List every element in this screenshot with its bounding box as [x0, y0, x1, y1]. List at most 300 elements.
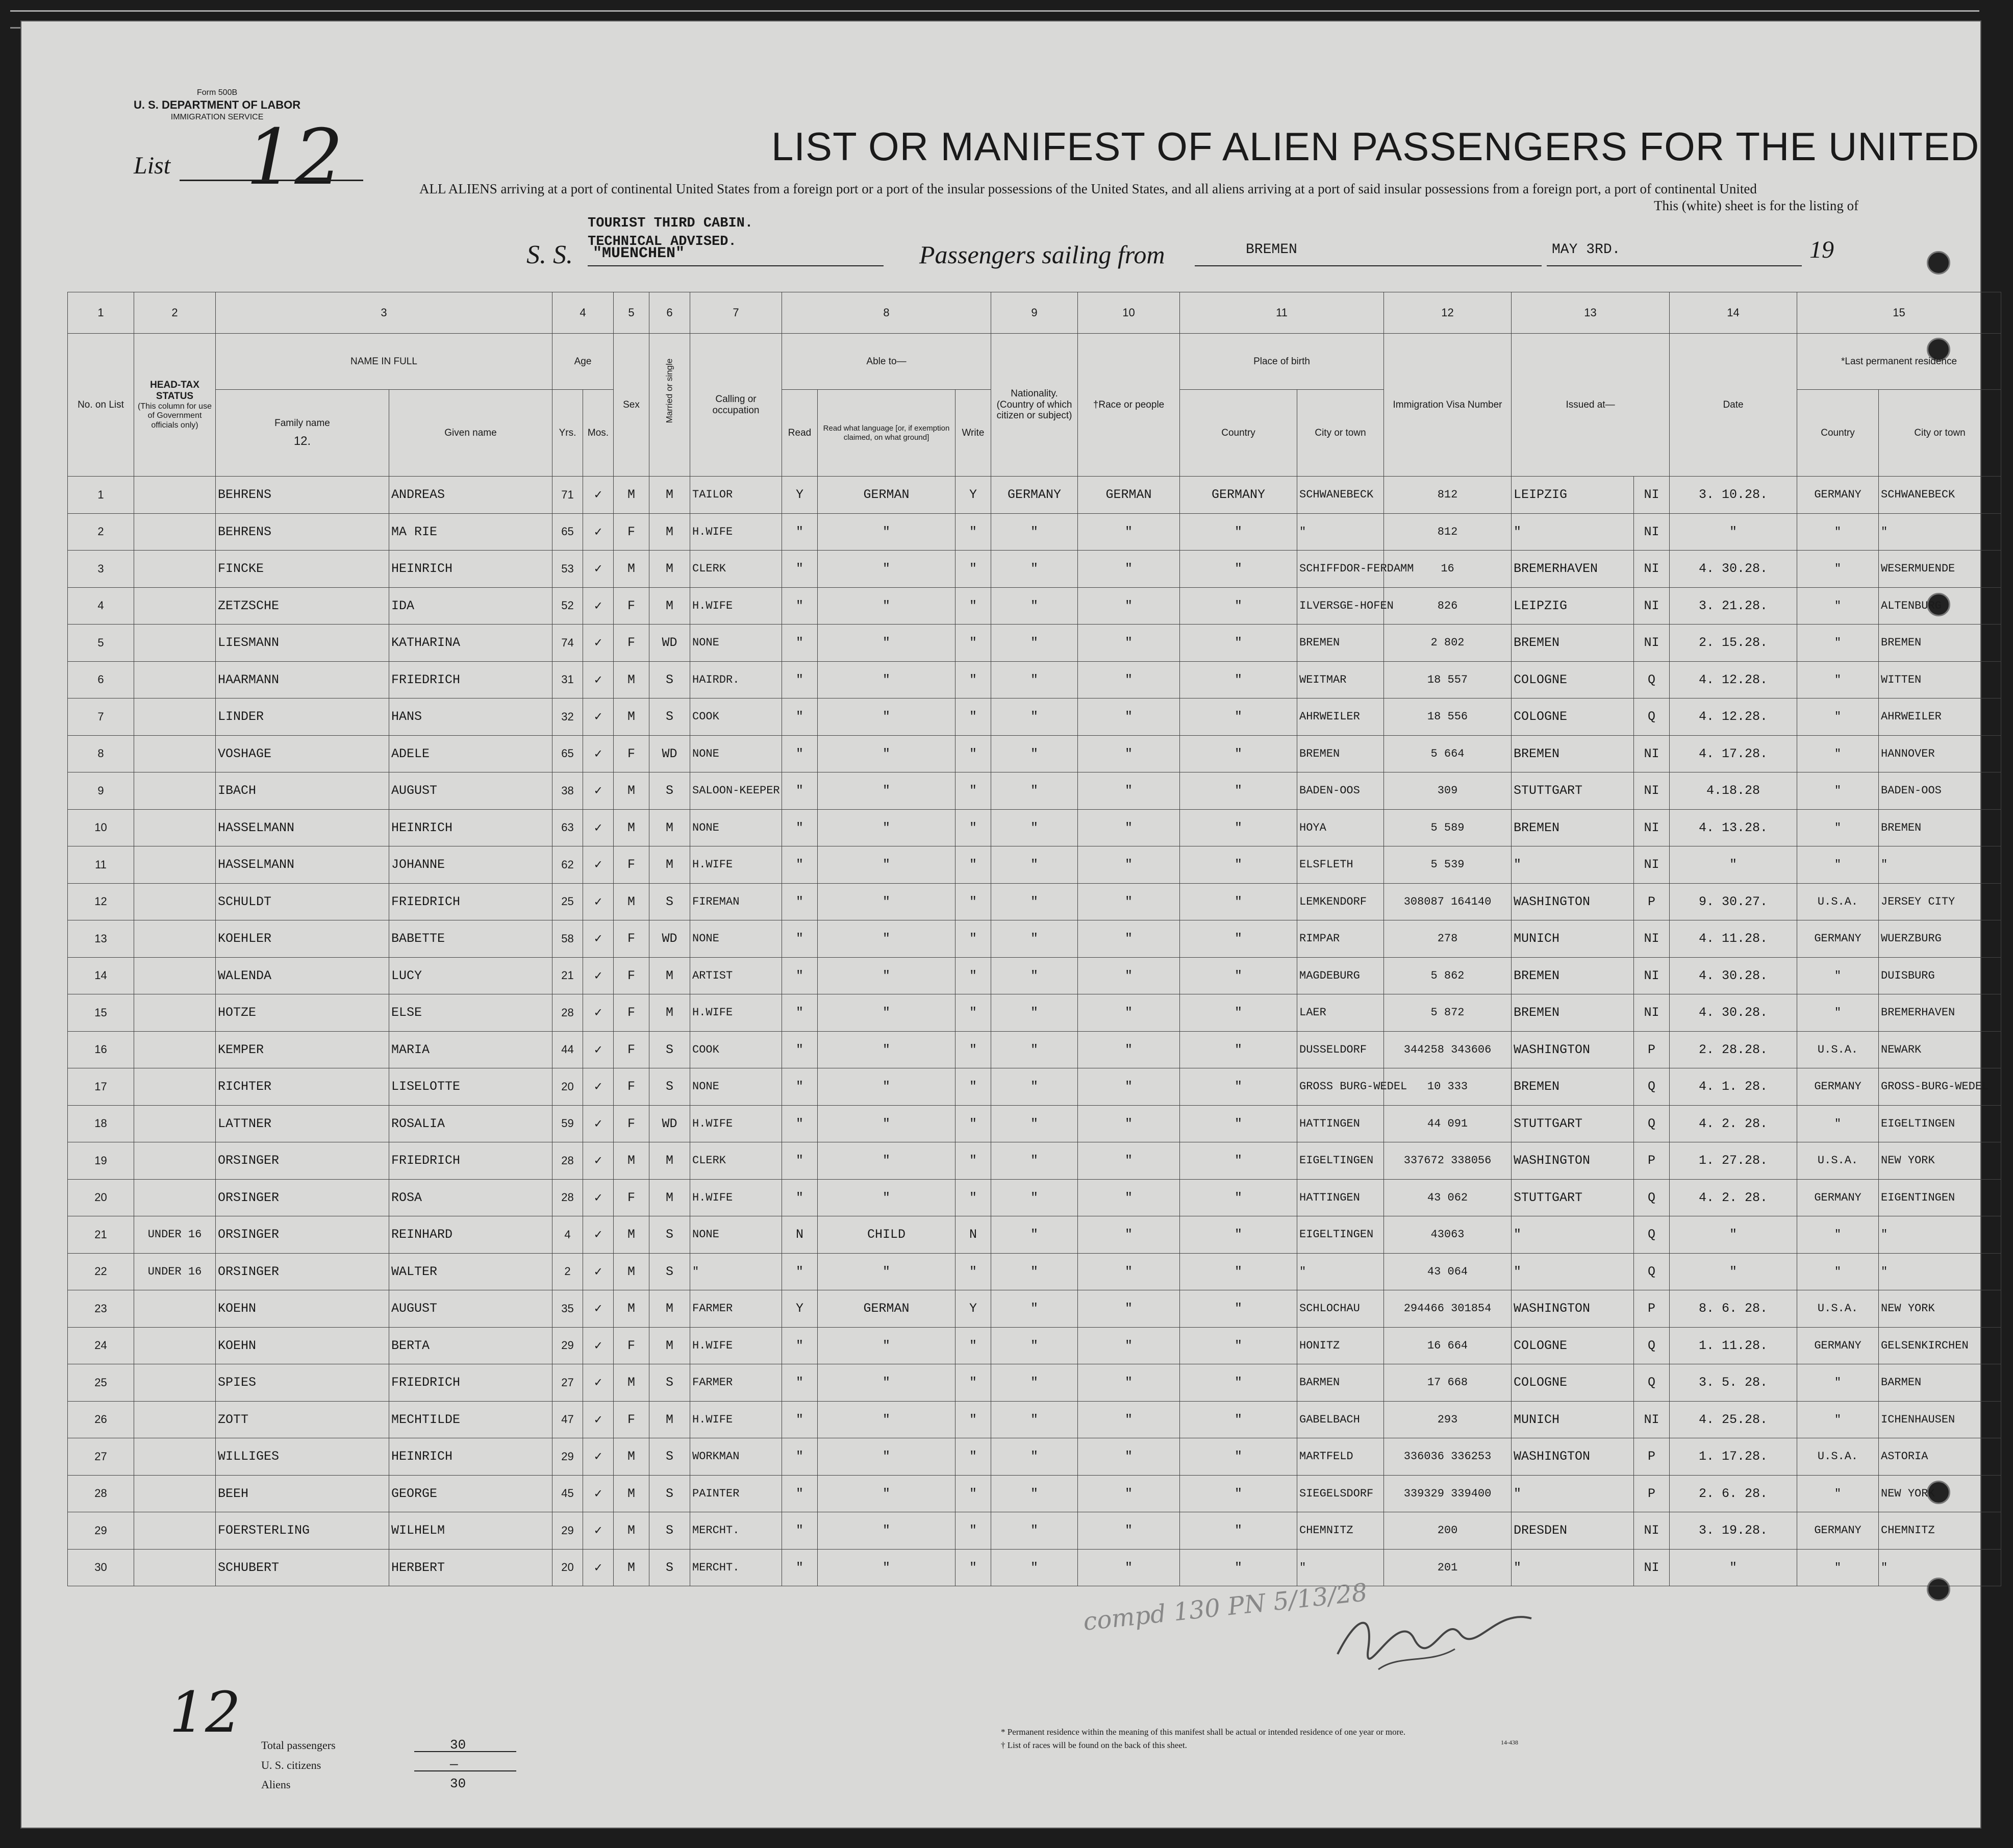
issued-at: COLOGNE: [1512, 1364, 1634, 1402]
read-language: ": [818, 1364, 955, 1402]
column-number: 12: [1384, 292, 1512, 334]
residence-country: GERMANY: [1797, 1179, 1879, 1216]
nationality: ": [991, 661, 1078, 698]
age-years: 28: [552, 994, 583, 1032]
issued-at: MUNICH: [1512, 1401, 1634, 1438]
age-months: ✓: [583, 551, 614, 588]
can-write: ": [955, 1068, 991, 1106]
age-months: ✓: [583, 513, 614, 551]
marital-status: S: [649, 1216, 690, 1254]
age-years: 29: [552, 1438, 583, 1476]
given-name: AUGUST: [389, 772, 552, 810]
birth-country: ": [1180, 1031, 1297, 1068]
age-months: ✓: [583, 920, 614, 958]
sex: M: [614, 1142, 649, 1180]
age-years: 28: [552, 1142, 583, 1180]
issued-at: DRESDEN: [1512, 1512, 1634, 1550]
nationality: ": [991, 772, 1078, 810]
issue-date: 4. 2. 28.: [1670, 1105, 1797, 1142]
birth-city: GABELBACH: [1297, 1401, 1384, 1438]
calling: H.WIFE: [690, 846, 782, 884]
visa-number: 200: [1384, 1512, 1512, 1550]
sex: M: [614, 477, 649, 514]
can-read: ": [782, 587, 818, 625]
can-write: ": [955, 994, 991, 1032]
birth-city: SCHIFFDOR-FERDAMM: [1297, 551, 1384, 588]
issued-at: BREMEN: [1512, 994, 1634, 1032]
issue-date: 1. 17.28.: [1670, 1438, 1797, 1476]
can-write: ": [955, 883, 991, 920]
issue-date: 4. 12.28.: [1670, 698, 1797, 736]
issued-at: ": [1512, 1549, 1634, 1586]
sex: F: [614, 1031, 649, 1068]
table-row: [68, 1364, 2001, 1402]
family-name: LIESMANN: [216, 625, 389, 662]
given-name: HERBERT: [389, 1549, 552, 1586]
issue-date: ": [1670, 846, 1797, 884]
marital-status: M: [649, 513, 690, 551]
read-language: ": [818, 551, 955, 588]
age-months: ✓: [583, 883, 614, 920]
issue-date: 3. 10.28.: [1670, 477, 1797, 514]
column-number-row: [68, 292, 2001, 334]
row-number: 15: [68, 994, 134, 1032]
calling: CLERK: [690, 1142, 782, 1180]
can-read: ": [782, 1401, 818, 1438]
age-months: ✓: [583, 994, 614, 1032]
row-number: 2: [68, 513, 134, 551]
issued-at: COLOGNE: [1512, 1327, 1634, 1364]
age-months: ✓: [583, 477, 614, 514]
column-number: 4: [552, 292, 614, 334]
issued-at: BREMEN: [1512, 625, 1634, 662]
column-number: 13: [1512, 292, 1670, 334]
residence-city: ": [1879, 1216, 2001, 1254]
age-years: 53: [552, 551, 583, 588]
can-write: ": [955, 1364, 991, 1402]
issue-date: 1. 11.28.: [1670, 1327, 1797, 1364]
calling: PAINTER: [690, 1475, 782, 1512]
visa-class: P: [1634, 1142, 1670, 1180]
head-tax-status: [134, 1068, 216, 1106]
calling: MERCHT.: [690, 1512, 782, 1550]
visa-class: NI: [1634, 809, 1670, 846]
table-row: [68, 809, 2001, 846]
issued-at: STUTTGART: [1512, 1179, 1634, 1216]
marital-status: S: [649, 1438, 690, 1476]
birth-city: CHEMNITZ: [1297, 1512, 1384, 1550]
issued-at: ": [1512, 1475, 1634, 1512]
birth-city: ": [1297, 1549, 1384, 1586]
binder-hole: [1927, 251, 1950, 274]
nationality: ": [991, 1401, 1078, 1438]
age-years: 29: [552, 1327, 583, 1364]
race: ": [1078, 1142, 1180, 1180]
family-name: WILLIGES: [216, 1438, 389, 1476]
age-years: 38: [552, 772, 583, 810]
residence-country: U.S.A.: [1797, 883, 1879, 920]
marital-status: S: [649, 1068, 690, 1106]
marital-status: M: [649, 1179, 690, 1216]
header-nationality: Nationality. (Country of which citizen or subject): [991, 334, 1078, 477]
birth-country: ": [1180, 1068, 1297, 1106]
issue-date: ": [1670, 513, 1797, 551]
table-row: [68, 1068, 2001, 1106]
birth-country: ": [1180, 846, 1297, 884]
residence-country: U.S.A.: [1797, 1290, 1879, 1328]
column-number: 10: [1078, 292, 1180, 334]
birth-country: ": [1180, 1216, 1297, 1254]
row-number: 26: [68, 1401, 134, 1438]
birth-country: ": [1180, 587, 1297, 625]
nationality: ": [991, 513, 1078, 551]
head-tax-status: [134, 772, 216, 810]
marital-status: M: [649, 1290, 690, 1328]
read-language: ": [818, 513, 955, 551]
residence-city: GELSENKIRCHEN: [1879, 1327, 2001, 1364]
visa-class: NI: [1634, 920, 1670, 958]
residence-country: GERMANY: [1797, 1068, 1879, 1106]
marital-status: M: [649, 994, 690, 1032]
row-number: 6: [68, 661, 134, 698]
row-number: 24: [68, 1327, 134, 1364]
date-underline: [1547, 265, 1802, 266]
residence-country: ": [1797, 735, 1879, 772]
birth-country: ": [1180, 1512, 1297, 1550]
row-number: 28: [68, 1475, 134, 1512]
birth-city: SIEGELSDORF: [1297, 1475, 1384, 1512]
calling: ": [690, 1253, 782, 1290]
can-write: ": [955, 1512, 991, 1550]
calling: H.WIFE: [690, 587, 782, 625]
issued-at: ": [1512, 846, 1634, 884]
given-name: ROSA: [389, 1179, 552, 1216]
issued-at: MUNICH: [1512, 920, 1634, 958]
table-row: [68, 1142, 2001, 1180]
header-married-label: Married or single: [664, 358, 674, 423]
residence-country: ": [1797, 698, 1879, 736]
issue-date: 4. 2. 28.: [1670, 1179, 1797, 1216]
sex: M: [614, 1216, 649, 1254]
given-name: BABETTE: [389, 920, 552, 958]
issued-at: STUTTGART: [1512, 1105, 1634, 1142]
issued-at: STUTTGART: [1512, 772, 1634, 810]
family-name: FINCKE: [216, 551, 389, 588]
head-tax-status: [134, 1364, 216, 1402]
head-tax-status: [134, 1438, 216, 1476]
ss-label: S. S.: [526, 240, 573, 269]
issue-date: 3. 19.28.: [1670, 1512, 1797, 1550]
calling: HAIRDR.: [690, 661, 782, 698]
page-subtitle-continued: This (white) sheet is for the listing of: [1654, 198, 1859, 213]
marital-status: M: [649, 846, 690, 884]
footnote-races: † List of races will be found on the back of this sheet.: [1001, 1740, 1187, 1750]
marital-status: S: [649, 883, 690, 920]
read-language: ": [818, 1105, 955, 1142]
can-write: ": [955, 1327, 991, 1364]
head-tax-status: UNDER 16: [134, 1216, 216, 1254]
calling: MERCHT.: [690, 1549, 782, 1586]
sailing-label: Passengers sailing from: [919, 240, 1165, 269]
can-read: ": [782, 920, 818, 958]
residence-city: BREMERHAVEN: [1879, 994, 2001, 1032]
header-calling: Calling or occupation: [690, 334, 782, 477]
sex: F: [614, 513, 649, 551]
birth-country: ": [1180, 883, 1297, 920]
age-years: 27: [552, 1364, 583, 1402]
row-number: 9: [68, 772, 134, 810]
table-row: [68, 1401, 2001, 1438]
header-issued-at: Issued at—: [1512, 334, 1670, 477]
residence-country: ": [1797, 1253, 1879, 1290]
can-read: ": [782, 513, 818, 551]
age-months: ✓: [583, 587, 614, 625]
column-number: 14: [1670, 292, 1797, 334]
calling: NONE: [690, 920, 782, 958]
can-read: ": [782, 1031, 818, 1068]
given-name: LUCY: [389, 957, 552, 994]
age-months: ✓: [583, 1105, 614, 1142]
marital-status: M: [649, 587, 690, 625]
birth-city: BREMEN: [1297, 735, 1384, 772]
residence-city: BADEN-OOS: [1879, 772, 2001, 810]
birth-city: SCHLOCHAU: [1297, 1290, 1384, 1328]
given-name: MARIA: [389, 1031, 552, 1068]
issued-at: BREMEN: [1512, 735, 1634, 772]
birth-country: ": [1180, 1364, 1297, 1402]
visa-number: 18 556: [1384, 698, 1512, 736]
can-read: ": [782, 661, 818, 698]
family-name: KOEHN: [216, 1290, 389, 1328]
marital-status: M: [649, 1142, 690, 1180]
head-tax-status: [134, 587, 216, 625]
table-row: [68, 1290, 2001, 1328]
residence-country: ": [1797, 551, 1879, 588]
row-number: 22: [68, 1253, 134, 1290]
visa-class: P: [1634, 883, 1670, 920]
visa-number: 5 872: [1384, 994, 1512, 1032]
age-months: ✓: [583, 957, 614, 994]
passenger-rows: [68, 477, 2001, 1586]
head-tax-status: [134, 735, 216, 772]
issue-date: ": [1670, 1253, 1797, 1290]
sex: M: [614, 1364, 649, 1402]
can-read: ": [782, 883, 818, 920]
birth-city: LAER: [1297, 994, 1384, 1032]
ship-name: "MUENCHEN": [593, 245, 685, 262]
nationality: ": [991, 920, 1078, 958]
footnote-residence: * Permanent residence within the meaning of this manifest shall be actual or intended residence of one year or more.: [1001, 1727, 1406, 1737]
issued-at: BREMEN: [1512, 809, 1634, 846]
departure-year: 19: [1809, 236, 1834, 263]
age-months: ✓: [583, 1068, 614, 1106]
birth-city: WEITMAR: [1297, 661, 1384, 698]
family-name: ORSINGER: [216, 1142, 389, 1180]
issue-date: 2. 6. 28.: [1670, 1475, 1797, 1512]
visa-number: 344258 343606: [1384, 1031, 1512, 1068]
calling: SALOON-KEEPER: [690, 772, 782, 810]
family-name: HASSELMANN: [216, 809, 389, 846]
residence-city: NEW YORK: [1879, 1290, 2001, 1328]
marital-status: M: [649, 1401, 690, 1438]
issued-at: LEIPZIG: [1512, 477, 1634, 514]
race: ": [1078, 1216, 1180, 1254]
header-able-to: Able to—: [782, 334, 991, 390]
marital-status: M: [649, 1327, 690, 1364]
visa-number: 16: [1384, 551, 1512, 588]
given-name: REINHARD: [389, 1216, 552, 1254]
residence-city: HANNOVER: [1879, 735, 2001, 772]
calling: NONE: [690, 735, 782, 772]
ship-class-line-2: TECHNICAL ADVISED.: [588, 234, 737, 250]
residence-city: BREMEN: [1879, 625, 2001, 662]
residence-country: ": [1797, 994, 1879, 1032]
residence-country: ": [1797, 846, 1879, 884]
residence-city: WITTEN: [1879, 661, 2001, 698]
given-name: WALTER: [389, 1253, 552, 1290]
can-read: ": [782, 1364, 818, 1402]
family-name: KEMPER: [216, 1031, 389, 1068]
nationality: ": [991, 587, 1078, 625]
issue-date: 4. 1. 28.: [1670, 1068, 1797, 1106]
row-number: 10: [68, 809, 134, 846]
nationality: ": [991, 1327, 1078, 1364]
nationality: ": [991, 1253, 1078, 1290]
age-months: ✓: [583, 846, 614, 884]
aliens-label: Aliens: [261, 1778, 291, 1791]
residence-country: ": [1797, 625, 1879, 662]
residence-city: BARMEN: [1879, 1364, 2001, 1402]
nationality: ": [991, 698, 1078, 736]
issued-at: WASHINGTON: [1512, 883, 1634, 920]
age-years: 52: [552, 587, 583, 625]
departure-port: BREMEN: [1246, 242, 1297, 258]
visa-number: 44 091: [1384, 1105, 1512, 1142]
marital-status: M: [649, 551, 690, 588]
given-name: WILHELM: [389, 1512, 552, 1550]
issued-at: WASHINGTON: [1512, 1031, 1634, 1068]
sex: M: [614, 1290, 649, 1328]
age-years: 29: [552, 1512, 583, 1550]
sex: F: [614, 1105, 649, 1142]
calling: NONE: [690, 809, 782, 846]
given-name: KATHARINA: [389, 625, 552, 662]
residence-city: ALTENBURG: [1879, 587, 2001, 625]
visa-class: Q: [1634, 1253, 1670, 1290]
race: ": [1078, 957, 1180, 994]
column-number: 1: [68, 292, 134, 334]
visa-class: Q: [1634, 661, 1670, 698]
age-months: ✓: [583, 1512, 614, 1550]
birth-city: AHRWEILER: [1297, 698, 1384, 736]
age-months: ✓: [583, 809, 614, 846]
read-language: ": [818, 735, 955, 772]
birth-country: ": [1180, 1142, 1297, 1180]
race: ": [1078, 809, 1180, 846]
can-write: ": [955, 698, 991, 736]
visa-number: 17 668: [1384, 1364, 1512, 1402]
head-tax-status: [134, 698, 216, 736]
read-language: ": [818, 883, 955, 920]
age-months: ✓: [583, 698, 614, 736]
issue-date: 8. 6. 28.: [1670, 1290, 1797, 1328]
residence-country: ": [1797, 513, 1879, 551]
can-write: ": [955, 735, 991, 772]
read-language: ": [818, 1327, 955, 1364]
race: ": [1078, 551, 1180, 588]
can-read: ": [782, 1068, 818, 1106]
handwritten-stamp: compd 130 PN 5/13/28: [1081, 1578, 1369, 1637]
read-language: ": [818, 1475, 955, 1512]
residence-country: GERMANY: [1797, 1327, 1879, 1364]
table-row: [68, 625, 2001, 662]
table-row: [68, 1327, 2001, 1364]
residence-country: GERMANY: [1797, 920, 1879, 958]
birth-country: ": [1180, 920, 1297, 958]
age-months: ✓: [583, 1290, 614, 1328]
birth-city: LEMKENDORF: [1297, 883, 1384, 920]
given-name: HEINRICH: [389, 1438, 552, 1476]
race: ": [1078, 587, 1180, 625]
marital-status: WD: [649, 1105, 690, 1142]
age-months: ✓: [583, 1253, 614, 1290]
residence-city: NEW YORK: [1879, 1475, 2001, 1512]
age-months: ✓: [583, 1549, 614, 1586]
age-years: 32: [552, 698, 583, 736]
column-number: 8: [782, 292, 991, 334]
visa-number: 201: [1384, 1549, 1512, 1586]
ship-class-line-1: TOURIST THIRD CABIN.: [588, 216, 753, 231]
family-name: ORSINGER: [216, 1179, 389, 1216]
header-place-of-birth: Place of birth: [1180, 334, 1384, 390]
family-name: ZETZSCHE: [216, 587, 389, 625]
calling: H.WIFE: [690, 1179, 782, 1216]
residence-city: WUERZBURG: [1879, 920, 2001, 958]
race: ": [1078, 1549, 1180, 1586]
visa-class: Q: [1634, 1364, 1670, 1402]
read-language: ": [818, 1438, 955, 1476]
visa-class: NI: [1634, 587, 1670, 625]
marital-status: S: [649, 698, 690, 736]
age-months: ✓: [583, 1364, 614, 1402]
row-number: 8: [68, 735, 134, 772]
can-read: ": [782, 551, 818, 588]
head-tax-status: [134, 1031, 216, 1068]
sex: M: [614, 1253, 649, 1290]
race: ": [1078, 513, 1180, 551]
age-months: ✓: [583, 1216, 614, 1254]
can-read: ": [782, 1142, 818, 1180]
row-number: 16: [68, 1031, 134, 1068]
given-name: HANS: [389, 698, 552, 736]
residence-country: ": [1797, 1105, 1879, 1142]
can-read: ": [782, 1438, 818, 1476]
visa-class: Q: [1634, 1105, 1670, 1142]
marital-status: S: [649, 661, 690, 698]
visa-number: 43 064: [1384, 1253, 1512, 1290]
residence-city: ": [1879, 1549, 2001, 1586]
family-name: ORSINGER: [216, 1216, 389, 1254]
issue-date: 4. 11.28.: [1670, 920, 1797, 958]
race: ": [1078, 1031, 1180, 1068]
calling: H.WIFE: [690, 994, 782, 1032]
birth-city: HONITZ: [1297, 1327, 1384, 1364]
can-write: ": [955, 587, 991, 625]
birth-country: ": [1180, 661, 1297, 698]
residence-city: DUISBURG: [1879, 957, 2001, 994]
calling: WORKMAN: [690, 1438, 782, 1476]
visa-number: 309: [1384, 772, 1512, 810]
